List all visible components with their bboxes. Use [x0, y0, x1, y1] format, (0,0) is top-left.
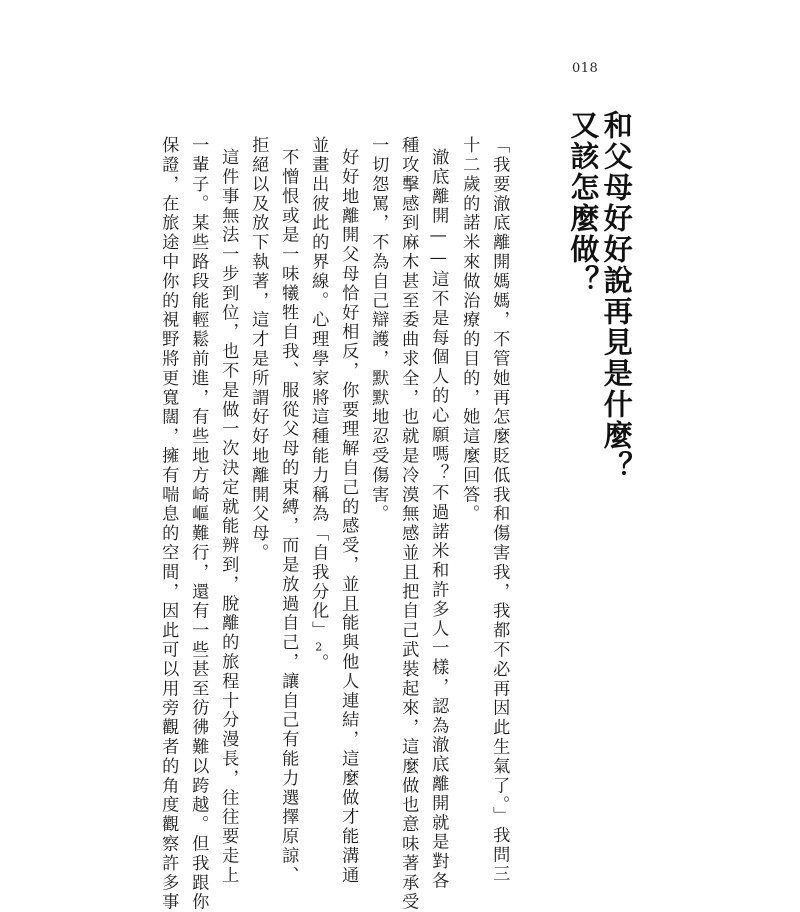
- chapter-title: [566, 110, 633, 482]
- body-column-1: 「我要澈底離開媽媽，不管她再怎麼貶低我和傷害我，我都不必再因此生氣了。」我問三: [489, 136, 510, 884]
- footnote-marker: 2: [312, 640, 326, 654]
- body-column-11: 一輩子。某些路段能輕鬆前進，有些地方崎嶇難行，還有一些甚至彷彿難以跨越。但我跟你: [188, 136, 209, 912]
- body-column-2: 十二歲的諾米來做治療的目的，她這麼回答。: [459, 136, 480, 524]
- body-column-8: 不憎恨或是一味犧牲自我、服從父母的束縛，而是放過自己，讓自己有能力選擇原諒、: [278, 148, 299, 886]
- chapter-title-line-1: 和父母好好說再見是什麼？: [599, 110, 634, 482]
- body-column-6: 好好地離開父母恰好相反，你要理解自己的感受，並且能與他人連結，這麼做才能溝通: [338, 148, 359, 886]
- body-column-3: 澈底離開——這不是每個人的心願嗎？不過諾米和許多人一樣，認為澈底離開就是對各: [428, 148, 449, 891]
- body-column-12: 保證，在旅途中你的視野將更寬闊，擁有喘息的空間，因此可以用旁觀者的角度觀察許多事: [158, 136, 179, 912]
- body-column-7-text: 並畫出彼此的界線。心理學家將這種能力稱為「自我分化」: [308, 136, 329, 641]
- body-column-9: 拒絕以及放下執著，這才是所謂好好地離開父母。: [248, 136, 269, 563]
- body-column-7: [308, 136, 329, 673]
- footnote-tail: 。: [308, 653, 329, 673]
- body-column-5: 一切怨罵，不為自己辯護，默默地忍受傷害。: [368, 136, 389, 524]
- page-number: 018: [572, 61, 599, 76]
- body-column-4: 種攻擊感到麻木甚至委曲求全，也就是冷漠無感並且把自己武裝起來，這麼做也意味著承受: [398, 136, 419, 912]
- body-column-10: 這件事無法一步到位，也不是做一次決定就能辨到，脫離的旅程十分漫長，往往要走上: [218, 148, 239, 886]
- chapter-title-line-2: 又該怎麼做？: [566, 110, 601, 296]
